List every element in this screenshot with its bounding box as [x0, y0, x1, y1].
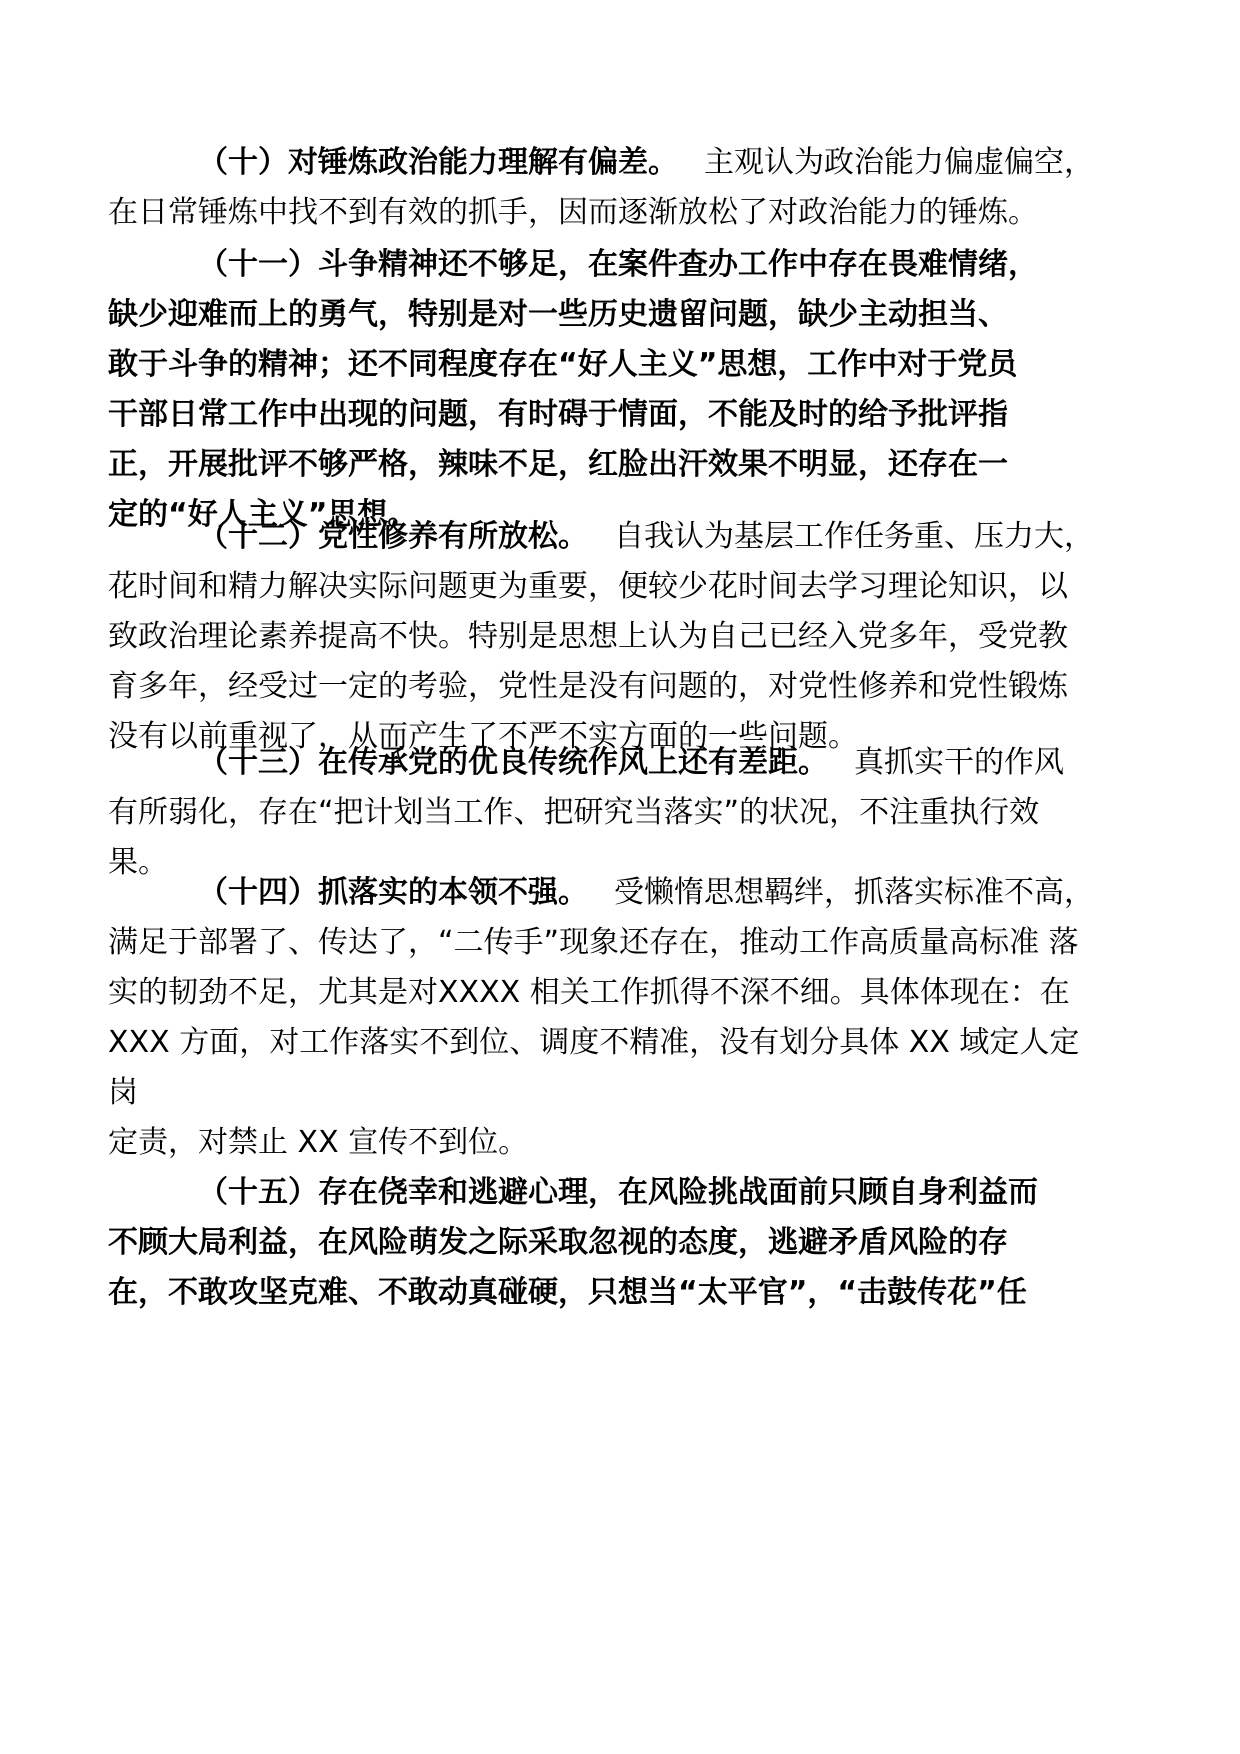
- paragraph-line: 不顾大局利益，在风险萌发之际采取忽视的态度，逃避矛盾风险的存: [108, 1225, 1008, 1260]
- paragraph-line: 正，开展批评不够严格，辣味不足，红脸出汗效果不明显，还存在一: [108, 447, 1008, 482]
- paragraph-line: 致政治理论素养提高不快。特别是思想上认为自己已经入党多年，受党教: [108, 619, 1068, 654]
- paragraph-text: 主观认为政治能力偏虚偏空，: [704, 145, 1094, 180]
- paragraph-line: 有所弱化，存在“把计划当工作、把研究当落实”的状况，不注重执行效: [108, 795, 1040, 830]
- paragraph-line: （十五）存在侥幸和逃避心理，在风险挑战面前只顾自身利益而: [198, 1175, 1038, 1210]
- paragraph-line: 定责，对禁止 XX 宣传不到位。: [108, 1125, 529, 1160]
- paragraph-line: 岗: [108, 1075, 138, 1110]
- paragraph-line: 满足于部署了、传达了，“二传手”现象还存在，推动工作高质量高标准 落: [108, 925, 1079, 960]
- paragraph-line: 没有以前重视了，从而产生了不严不实方面的一些问题。: [108, 719, 858, 754]
- paragraph-line: XXX 方面，对工作落实不到位、调度不精准，没有划分具体 XX 域定人定: [108, 1025, 1080, 1060]
- paragraph-heading: （十）对锤炼政治能力理解有偏差。: [198, 145, 678, 180]
- paragraph-line: 定的“好人主义”思想。: [108, 497, 418, 532]
- paragraph-line: 果。: [108, 845, 168, 880]
- paragraph-line: 在日常锤炼中找不到有效的抓手，因而逐渐放松了对政治能力的锤炼。: [108, 195, 1038, 230]
- paragraph-heading: （十四）抓落实的本领不强。: [198, 875, 588, 910]
- paragraph-line: （十一）斗争精神还不够足，在案件查办工作中存在畏难情绪，: [198, 247, 1038, 282]
- paragraph-line: [108, 512, 1138, 562]
- paragraph-text: 受懒惰思想羁绊，抓落实标准不高，: [614, 875, 1094, 910]
- paragraph-14: [108, 868, 1138, 1168]
- paragraph-12: [108, 512, 1138, 762]
- paragraph-line: [108, 738, 1138, 788]
- paragraph-line: [108, 868, 1138, 918]
- paragraph-10: [108, 138, 1138, 238]
- paragraph-heading: （十三）在传承党的优良传统作风上还有差距。: [198, 745, 828, 780]
- paragraph-line: 敢于斗争的精神；还不同程度存在“好人主义”思想，工作中对于党员: [108, 347, 1018, 382]
- paragraph-15: [108, 1168, 1138, 1318]
- paragraph-line: [108, 138, 1138, 188]
- paragraph-13: [108, 738, 1138, 888]
- paragraph-text: 真抓实干的作风: [854, 745, 1064, 780]
- paragraph-line: 缺少迎难而上的勇气，特别是对一些历史遗留问题，缺少主动担当、: [108, 297, 1008, 332]
- paragraph-11: [108, 240, 1138, 540]
- paragraph-line: 实的韧劲不足，尤其是对XXXX 相关工作抓得不深不细。具体体现在：在: [108, 975, 1070, 1010]
- paragraph-heading: （十二）党性修养有所放松。: [198, 519, 588, 554]
- paragraph-text: 自我认为基层工作任务重、压力大，: [614, 519, 1094, 554]
- paragraph-line: 在，不敢攻坚克难、不敢动真碰硬，只想当“太平官”，“击鼓传花”任: [108, 1275, 1027, 1310]
- paragraph-line: 花时间和精力解决实际问题更为重要，便较少花时间去学习理论知识，以: [108, 569, 1068, 604]
- paragraph-line: 育多年，经受过一定的考验，党性是没有问题的，对党性修养和党性锻炼: [108, 669, 1068, 704]
- paragraph-line: 干部日常工作中出现的问题，有时碍于情面，不能及时的给予批评指: [108, 397, 1008, 432]
